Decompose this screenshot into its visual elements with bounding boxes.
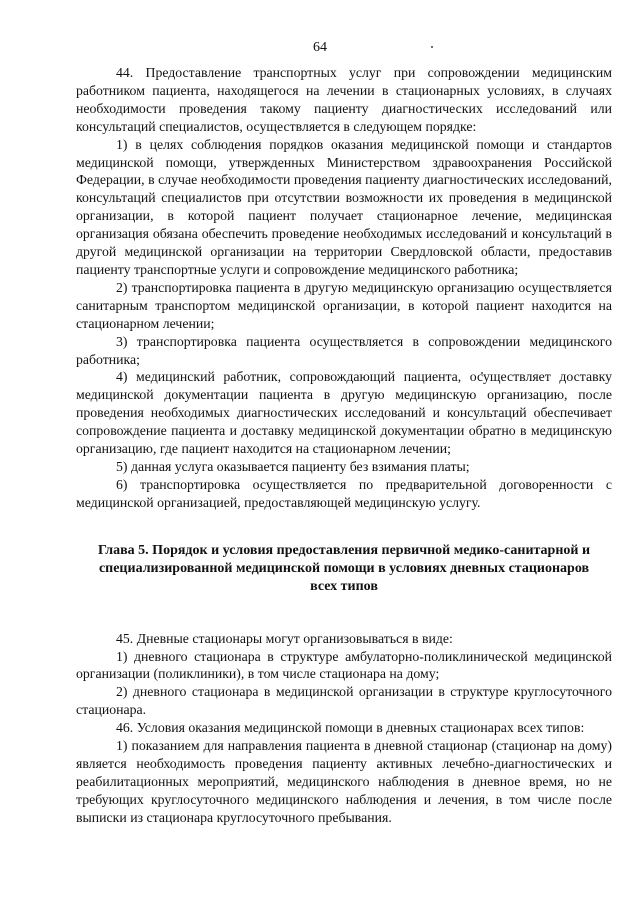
section-44-item-1: 1) в целях соблюдения порядков оказания медицинской помощи и стандартов медицинской помощи, утвержденных Министерством здравоохранения Российской Федерации, в случае необходимости проведения пациенту диагностических исследований, консультаций специалистов при отсутствии возможности их проведения в медицинской организации, в которой пациент получает стационарное лечение, медицинская организация обязана обеспечить проведение необходимых исследований и консультаций в другой медицинской организации на территории Свердловской области, предоставив пациенту транспортные услуги и сопровождение медицинского работника;: [76, 136, 612, 277]
section-45-item-2: 2) дневного стационара в медицинской организации в структуре круглосуточного стационара.: [76, 684, 612, 718]
section-44-item-4: 4) медицинский работник, сопровождающий пациента, осуществляет доставку медицинской документации пациента в другую медицинскую организацию, после проведения необходимых диагностических исследований и консультаций обеспечивает сопровождение пациента и доставку медицинской документации обратно в медицинскую организацию, где пациент находится на стационарном лечении;: [76, 369, 612, 457]
section-46-intro: 46. Условия оказания медицинской помощи в дневных стационарах всех типов:: [116, 720, 585, 736]
section-44-item-2: 2) транспортировка пациента в другую медицинскую организацию осуществляется санитарным транспортом медицинской организации, в которой пациент находится на стационарном лечении;: [76, 279, 612, 331]
scan-speck: [431, 46, 433, 48]
document-body: [76, 64, 612, 827]
section-44-item-6: 6) транспортировка осуществляется по предварительной договоренности с медицинской организацией, предоставляющей медицинскую услугу.: [76, 476, 612, 510]
chapter-heading: Глава 5. Порядок и условия предоставления первичной медико-санитарной и специализированной медицинской помощи в условиях дневных стационаров всех типов: [97, 542, 591, 594]
section-44-item-5: 5) данная услуга оказывается пациенту без взимания платы;: [116, 458, 470, 474]
section-44-item-3: 3) транспортировка пациента осуществляется в сопровождении медицинского работника;: [76, 333, 612, 367]
section-46-item-1: 1) показанием для направления пациента в дневной стационар (стационар на дому) является необходимость проведения пациенту активных лечебно-диагностических и реабилитационных мероприятий, медицинского наблюдения в дневное время, но не требующих круглосуточного медицинского наблюдения и лечения, в том числе после выписки из стационара круглосуточного пребывания.: [76, 738, 612, 825]
section-45-intro: 45. Дневные стационары могут организовываться в виде:: [116, 630, 453, 646]
page-number: 64: [313, 40, 327, 55]
section-45-item-1: 1) дневного стационара в структуре амбулаторно-поликлинической медицинской организации (поликлиники), в том числе стационара на дому;: [76, 648, 612, 682]
section-44-intro: 44. Предоставление транспортных услуг при сопровождении медицинским работником пациента, находящегося на лечении в стационарных условиях, в случаях необходимости проведения такому пациенту диагностических исследований или консультаций специалистов, осуществляется в следующем порядке:: [76, 65, 612, 134]
